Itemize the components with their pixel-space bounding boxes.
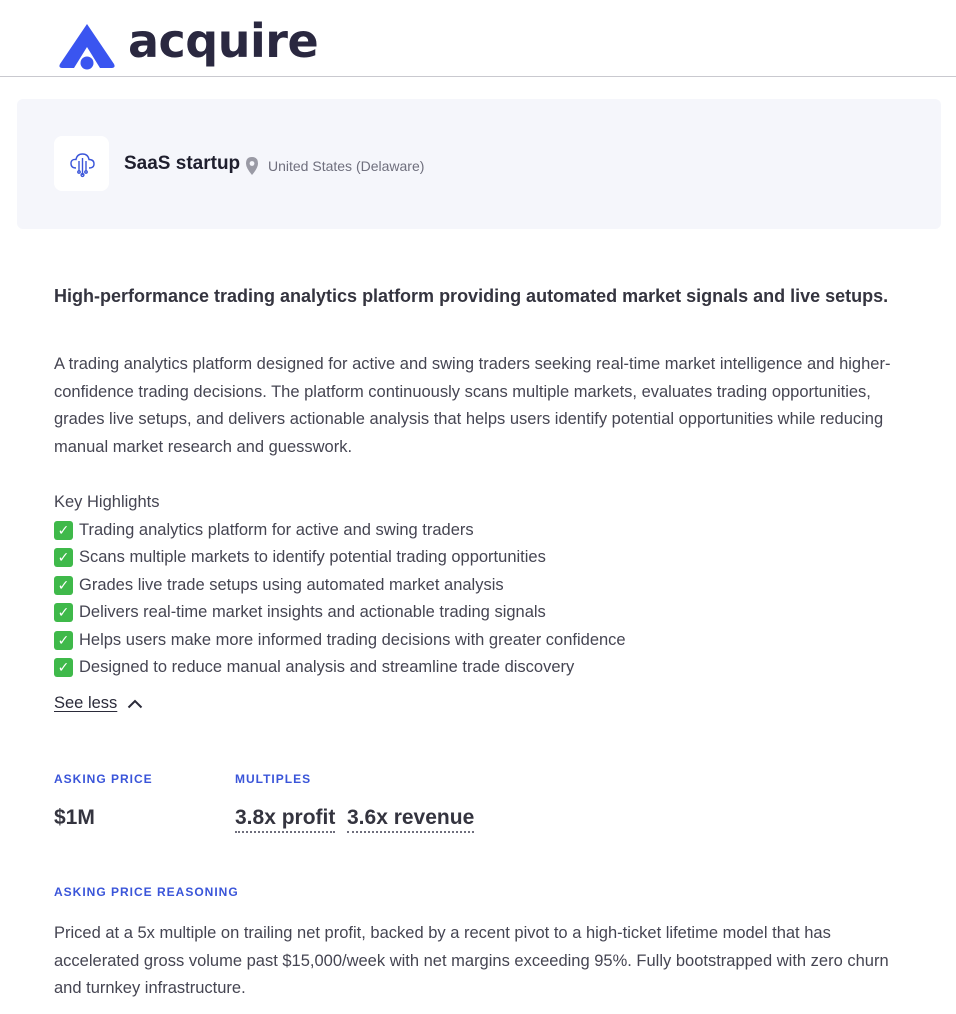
multiples-label: MULTIPLES	[235, 772, 312, 786]
reasoning-label: ASKING PRICE REASONING	[54, 885, 239, 899]
listing-card	[17, 99, 941, 229]
highlight-text: Designed to reduce manual analysis and streamline trade discovery	[79, 658, 575, 676]
profit-multiple[interactable]	[235, 806, 335, 830]
brand-name: acquire	[128, 14, 319, 68]
highlight-text: Scans multiple markets to identify potential trading opportunities	[79, 548, 546, 566]
check-icon: ✓	[54, 548, 73, 567]
highlight-text: Trading analytics platform for active and swing traders	[79, 520, 474, 539]
highlights-heading: Key Highlights	[54, 493, 160, 511]
startup-avatar	[54, 136, 109, 191]
list-item	[54, 627, 904, 655]
revenue-multiple[interactable]	[347, 806, 474, 830]
list-item	[54, 544, 904, 572]
key-highlights	[54, 489, 904, 682]
acquire-logo[interactable]	[54, 14, 319, 72]
highlight-text: Delivers real-time market insights and actionable trading signals	[79, 603, 546, 621]
list-item	[54, 654, 904, 682]
check-icon: ✓	[54, 631, 73, 650]
see-less-label: See less	[54, 694, 118, 712]
highlight-text: Grades live trade setups using automated market analysis	[79, 575, 504, 594]
list-item	[54, 517, 904, 545]
revenue-multiple-text: 3.6x revenue	[347, 806, 474, 833]
listing-description: A trading analytics platform designed for active and swing traders seeking real-time market intelligence and higher-confidence trading decisions. The platform continuously scans multiple markets, evaluates trading opportunities, grades live setups, and delivers actionable analysis that helps users identify potential opportunities while reducing manual market research and guesswork.	[54, 355, 891, 456]
check-icon: ✓	[54, 521, 73, 540]
top-header	[0, 0, 956, 77]
chevron-up-icon	[127, 699, 143, 709]
check-icon: ✓	[54, 658, 73, 677]
listing-headline: High-performance trading analytics platform providing automated market signals and live setups.	[54, 286, 889, 306]
see-less-button[interactable]	[54, 694, 143, 713]
listing-title: SaaS startup	[124, 153, 241, 174]
list-item	[54, 599, 904, 627]
listing-location: United States (Delaware)	[268, 158, 425, 174]
asking-price-label: ASKING PRICE	[54, 772, 153, 786]
profit-multiple-text: 3.8x profit	[235, 806, 335, 833]
highlight-text: Helps users make more informed trading decisions with greater confidence	[79, 630, 626, 649]
cloud-network-icon	[67, 149, 97, 179]
check-icon: ✓	[54, 576, 73, 595]
acquire-logo-icon	[54, 20, 120, 72]
list-item	[54, 572, 904, 600]
asking-price-value: $1M	[54, 806, 95, 829]
location-pin-icon	[244, 156, 260, 176]
reasoning-text: Priced at a 5x multiple on trailing net profit, backed by a recent pivot to a high-ticket lifetime model that has accelerated gross volume past $15,000/week with net margins exceeding 95%. Fully bootstrapped with zero churn and turnkey infrastructure.	[54, 924, 889, 997]
check-icon: ✓	[54, 603, 73, 622]
